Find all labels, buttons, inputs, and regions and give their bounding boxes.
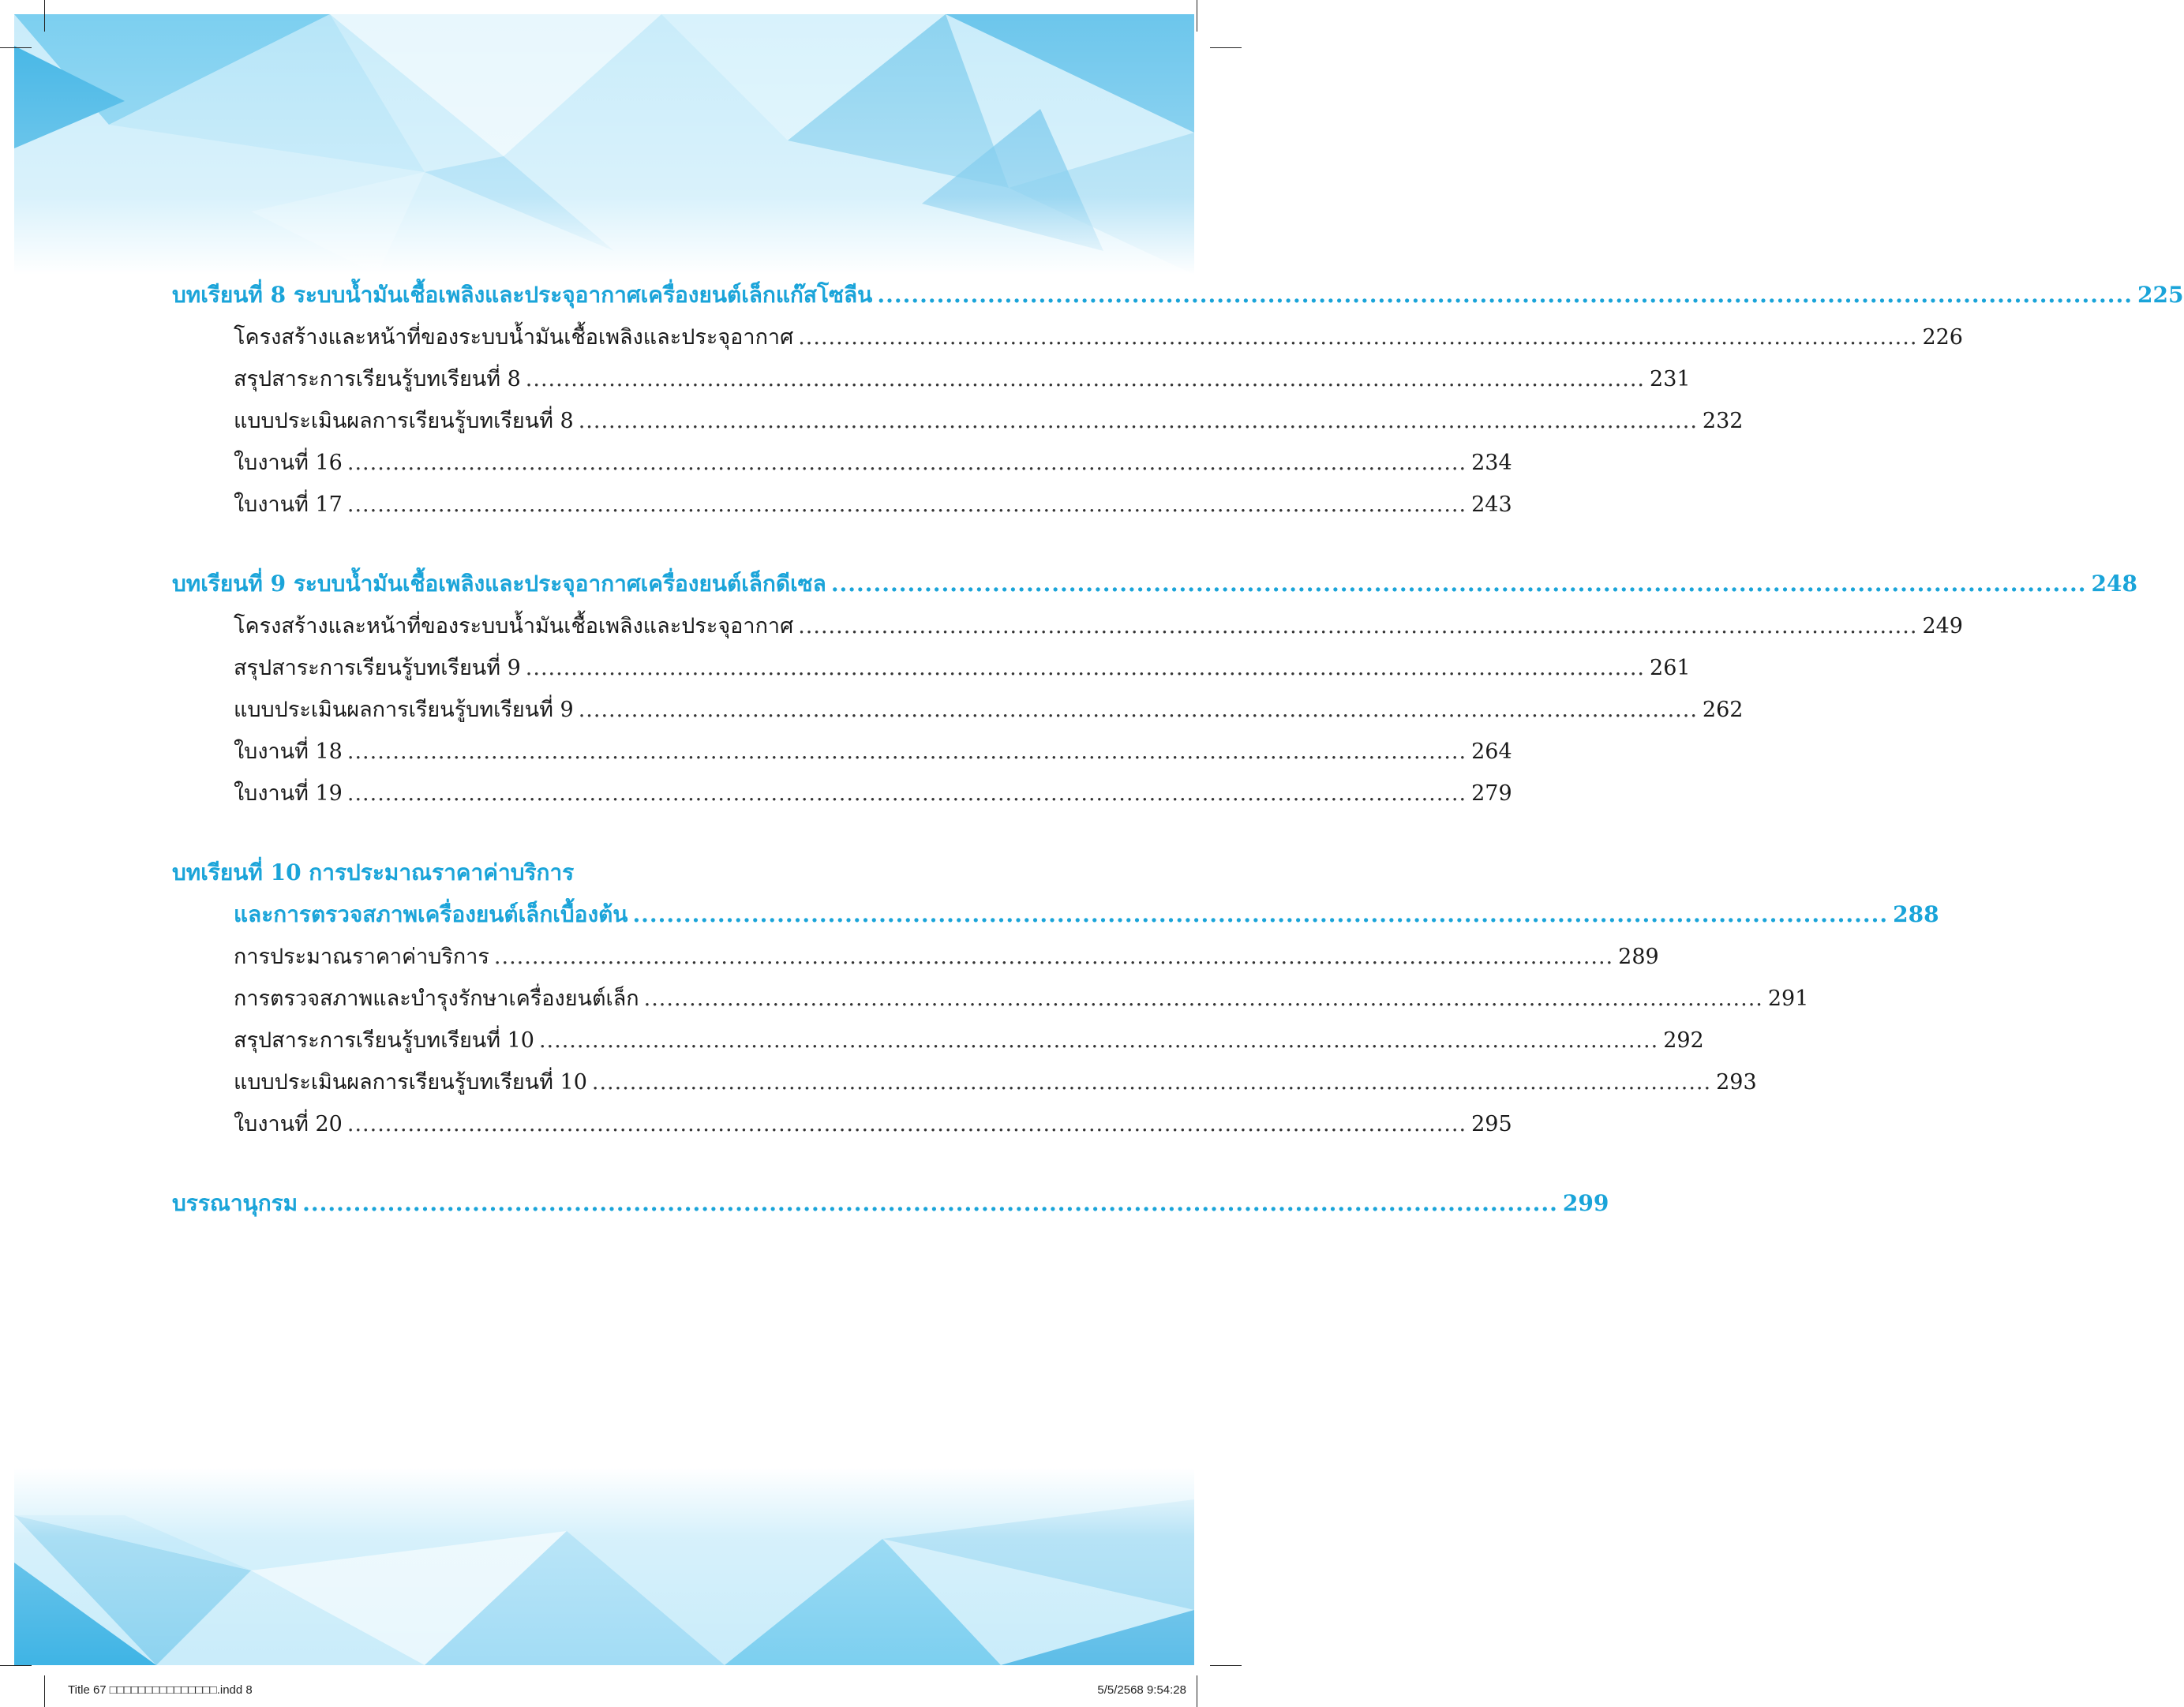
page-number: 249 xyxy=(1922,614,1963,638)
dot-leader: .................................................................................................................................................... xyxy=(347,781,1467,806)
item-label: โครงสร้างและหน้าที่ของระบบน้ำมันเชื้อเพลิงและประจุอากาศ xyxy=(234,614,794,638)
toc-item[interactable] xyxy=(172,776,1512,818)
dot-leader: .................................................................................................................................................... xyxy=(493,945,1614,969)
dot-leader: .................................................................................................................................................... xyxy=(525,656,1646,680)
top-banner xyxy=(14,14,1194,275)
table-of-contents xyxy=(172,278,2184,1228)
crystal-pattern-bottom xyxy=(14,1468,1194,1665)
page-number: 264 xyxy=(1471,739,1512,764)
dot-leader: .................................................................................................................................................... xyxy=(347,1112,1467,1136)
toc-chapter-8[interactable] xyxy=(172,278,2184,320)
toc-item[interactable] xyxy=(172,734,1512,776)
toc-item[interactable] xyxy=(172,320,1963,361)
toc-item[interactable] xyxy=(172,361,1691,403)
dot-leader: .................................................................................................................................................... xyxy=(578,698,1698,722)
chapter-title-continued: และการตรวจสภาพเครื่องยนต์เล็กเบื้องต้น xyxy=(234,901,628,927)
page-number: 248 xyxy=(2091,571,2137,597)
item-label: การตรวจสภาพและบำรุงรักษาเครื่องยนต์เล็ก xyxy=(234,986,639,1011)
section-gap xyxy=(172,1148,1064,1186)
chapter-title: บทเรียนที่ 8 ระบบน้ำมันเชื้อเพลิงและประจุอากาศเครื่องยนต์เล็กแก๊สโซลีน xyxy=(172,282,873,308)
page-number: 279 xyxy=(1471,781,1512,806)
dot-leader: .................................................................................................................................................... xyxy=(347,739,1467,764)
chapter-title: บทเรียนที่ 9 ระบบน้ำมันเชื้อเพลิงและประจุอากาศเครื่องยนต์เล็กดีเซล xyxy=(172,571,826,597)
page-number: 293 xyxy=(1716,1070,1757,1095)
item-label: โครงสร้างและหน้าที่ของระบบน้ำมันเชื้อเพลิงและประจุอากาศ xyxy=(234,325,794,350)
item-label: แบบประเมินผลการเรียนรู้บทเรียนที่ 10 xyxy=(234,1070,587,1095)
page-number: 261 xyxy=(1650,656,1691,680)
crystal-pattern-top xyxy=(14,14,1194,275)
page-number: 291 xyxy=(1767,986,1809,1011)
dot-leader: .................................................................................................................................................... xyxy=(798,614,1918,638)
page-number: 289 xyxy=(1618,945,1659,969)
toc-item[interactable] xyxy=(172,650,1691,692)
page-number: 243 xyxy=(1471,492,1512,517)
dot-leader: .................................................................................................................................................... xyxy=(578,409,1698,433)
page-number: 299 xyxy=(1562,1190,1609,1216)
dot-leader: .................................................................................................................................................... xyxy=(830,571,2087,597)
toc-item[interactable] xyxy=(172,981,1809,1023)
toc-chapter-10-line2[interactable] xyxy=(172,897,1939,939)
toc-item[interactable] xyxy=(172,692,1744,734)
chapter-title: บทเรียนที่ 10 การประมาณราคาค่าบริการ xyxy=(172,859,575,885)
item-label: ใบงานที่ 20 xyxy=(234,1112,343,1136)
dot-leader: .................................................................................................................................................... xyxy=(643,986,1763,1011)
item-label: ใบงานที่ 16 xyxy=(234,451,343,475)
page-number: 225 xyxy=(2137,282,2184,308)
item-label: ใบงานที่ 18 xyxy=(234,739,343,764)
slug-timestamp: 5/5/2568 9:54:28 xyxy=(1097,1683,1186,1697)
dot-leader: .................................................................................................................................................... xyxy=(632,901,1889,927)
dot-leader: .................................................................................................................................................... xyxy=(591,1070,1712,1095)
item-label: ใบงานที่ 19 xyxy=(234,781,343,806)
dot-leader: .................................................................................................................................................... xyxy=(347,492,1467,517)
toc-item[interactable] xyxy=(172,403,1744,445)
page-number: 231 xyxy=(1650,367,1691,391)
item-label: สรุปสาระการเรียนรู้บทเรียนที่ 9 xyxy=(234,656,521,680)
dot-leader: .................................................................................................................................................... xyxy=(525,367,1646,391)
bottom-banner xyxy=(14,1468,1194,1665)
section-gap xyxy=(172,529,1064,567)
toc-item[interactable] xyxy=(172,1106,1512,1148)
item-label: สรุปสาระการเรียนรู้บทเรียนที่ 10 xyxy=(234,1028,534,1053)
dot-leader: .................................................................................................................................................... xyxy=(347,451,1467,475)
toc-item[interactable] xyxy=(172,445,1512,487)
toc-item[interactable] xyxy=(172,608,1963,650)
slug-filename: Title 67 □□□□□□□□□□□□□□□.indd 8 xyxy=(68,1683,253,1697)
dot-leader: .................................................................................................................................................... xyxy=(877,282,2133,308)
toc-bibliography[interactable] xyxy=(172,1186,1609,1228)
crop-mark xyxy=(1210,1665,1242,1666)
item-label: ใบงานที่ 17 xyxy=(234,492,343,517)
page-number: 226 xyxy=(1922,325,1963,350)
crop-mark xyxy=(44,1675,45,1707)
bibliography-title: บรรณานุกรม xyxy=(172,1190,298,1216)
crop-mark xyxy=(0,1665,32,1666)
section-gap xyxy=(172,818,1064,855)
crop-mark xyxy=(44,0,45,32)
page-number: 232 xyxy=(1702,409,1744,433)
toc-item[interactable] xyxy=(172,1065,1757,1106)
item-label: แบบประเมินผลการเรียนรู้บทเรียนที่ 9 xyxy=(234,698,574,722)
toc-item[interactable] xyxy=(172,1023,1704,1065)
page-number: 292 xyxy=(1663,1028,1704,1053)
toc-chapter-10-line1[interactable] xyxy=(172,855,1064,897)
dot-leader: .................................................................................................................................................... xyxy=(302,1190,1558,1216)
crop-mark xyxy=(0,47,32,48)
item-label: แบบประเมินผลการเรียนรู้บทเรียนที่ 8 xyxy=(234,409,574,433)
toc-chapter-9[interactable] xyxy=(172,567,2137,608)
item-label: สรุปสาระการเรียนรู้บทเรียนที่ 8 xyxy=(234,367,521,391)
crop-mark xyxy=(1210,47,1242,48)
toc-item[interactable] xyxy=(172,487,1512,529)
page-number: 288 xyxy=(1893,901,1939,927)
page-number: 295 xyxy=(1471,1112,1512,1136)
item-label: การประมาณราคาค่าบริการ xyxy=(234,945,489,969)
toc-item[interactable] xyxy=(172,939,1659,981)
dot-leader: .................................................................................................................................................... xyxy=(538,1028,1659,1053)
page-number: 234 xyxy=(1471,451,1512,475)
page-number: 262 xyxy=(1702,698,1744,722)
dot-leader: .................................................................................................................................................... xyxy=(798,325,1918,350)
